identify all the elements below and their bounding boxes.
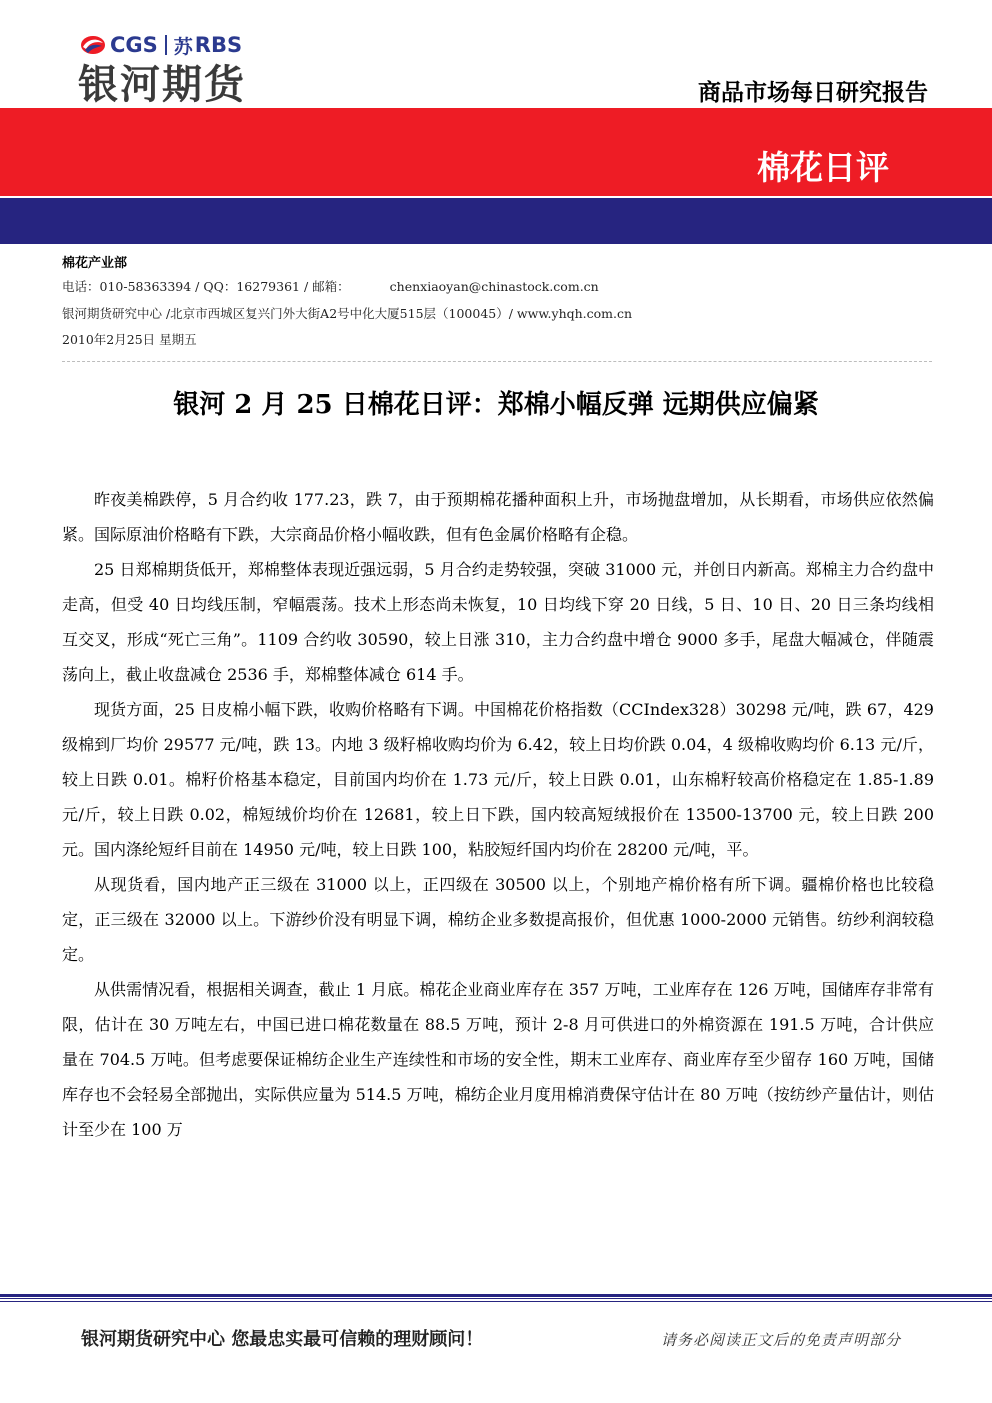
date-line: 2010年2月25日 星期五 bbox=[62, 332, 197, 347]
phone-qq-text: 电话：010-58363394 / QQ：16279361 / 邮箱： bbox=[62, 279, 350, 294]
footer-slogan: 银河期货研究中心 您最忠实最可信赖的理财顾问！ bbox=[81, 1329, 484, 1350]
cgs-swirl-icon bbox=[80, 34, 106, 56]
address-line: 银河期货研究中心 /北京市西城区复兴门外大街A2号中化大厦515层（100045）/ www.yhqh.com.cn bbox=[62, 306, 633, 321]
paragraph: 现货方面，25 日皮棉小幅下跌，收购价格略有下调。中国棉花价格指数（CCIndex328）30298 元/吨，跌 67，429 级棉到厂均价 29577 元/吨，跌 13。内地 3 级籽棉收购均价为 6.42，较上日均价跌 0.04，4 级棉收购均价 6.13 元/斤，较上日跌 0.01。棉籽价格基本稳定，目前国内均价在 1.73 元/斤，较上日跌 0.01，山东棉籽较高价格稳定在 1.85-1.89 元/斤，较上日跌 0.02，棉短绒价均价在 12681，较上日下跌，国内较高短绒报价在 13500-13700 元，较上日跌 200 元。国内涤纶短纤目前在 14950 元/吨，较上日跌 100，粘胶短纤国内均价在 28200 元/吨，平。 bbox=[62, 700, 934, 859]
report-type: 商品市场每日研究报告 bbox=[698, 80, 928, 106]
footer-rule bbox=[0, 1294, 992, 1302]
paragraph: 25 日郑棉期货低开，郑棉整体表现近强远弱，5 月合约走势较强，突破 31000 元，并创日内新高。郑棉主力合约盘中走高，但受 40 日均线压制，窄幅震荡。技术上形态尚未恢复，10 日均线下穿 20 日线，5 日、10 日、20 日三条均线相互交叉，形成“死亡三角”。1109 合约收 30590，较上日涨 310，主力合约盘中增仓 9000 多手，尾盘大幅减仓，伴随震荡向上，截止收盘减仓 2536 手，郑棉整体减仓 614 手。 bbox=[62, 560, 934, 684]
logo-rbs-text: RBS bbox=[194, 33, 243, 57]
contact-phone-line bbox=[62, 277, 599, 295]
logo-rbs-mark: 苏 bbox=[173, 35, 193, 58]
logo-divider bbox=[165, 35, 167, 55]
blue-banner bbox=[0, 198, 992, 244]
logo-cgs-text: CGS bbox=[110, 33, 158, 57]
footer-disclaimer-note: 请务必阅读正文后的免责声明部分 bbox=[660, 1331, 901, 1349]
paragraph: 从现货看，国内地产正三级在 31000 以上，正四级在 30500 以上，个别地产棉价格有所下调。疆棉价格也比较稳定，正三级在 32000 以上。下游纱价没有明显下调，棉纺企业多数提高报价，但优惠 1000-2000 元销售。纺纱利润较稳定。 bbox=[62, 875, 934, 964]
department-name: 棉花产业部 bbox=[62, 256, 128, 271]
logo-chinese-name: 银河期货 bbox=[78, 62, 246, 108]
banner-title: 棉花日评 bbox=[757, 148, 889, 187]
report-headline: 银河 2 月 25 日棉花日评：郑棉小幅反弹 远期供应偏紧 bbox=[173, 390, 819, 420]
company-logo bbox=[80, 30, 242, 60]
email-link[interactable]: chenxiaoyan@chinastock.com.cn bbox=[389, 279, 599, 294]
paragraph: 昨夜美棉跌停，5 月合约收 177.23，跌 7，由于预期棉花播种面积上升，市场抛盘增加，从长期看，市场供应依然偏紧。国际原油价格略有下跌，大宗商品价格小幅收跌，但有色金属价格略有企稳。 bbox=[62, 490, 934, 544]
report-body bbox=[62, 482, 934, 1147]
dashed-divider bbox=[62, 361, 932, 362]
paragraph: 从供需情况看，根据相关调查，截止 1 月底。棉花企业商业库存在 357 万吨，工业库存在 126 万吨，国储库存非常有限，估计在 30 万吨左右，中国已进口棉花数量在 88.5 万吨，预计 2-8 月可供进口的外棉资源在 191.5 万吨，合计供应量在 704.5 万吨。但考虑要保证棉纺企业生产连续性和市场的安全性，期末工业库存、商业库存至少留存 160 万吨，国储库存也不会轻易全部抛出，实际供应量为 514.5 万吨，棉纺企业月度用棉消费保守估计在 80 万吨（按纺纱产量估计，则估计至少在 100 万 bbox=[62, 980, 934, 1139]
